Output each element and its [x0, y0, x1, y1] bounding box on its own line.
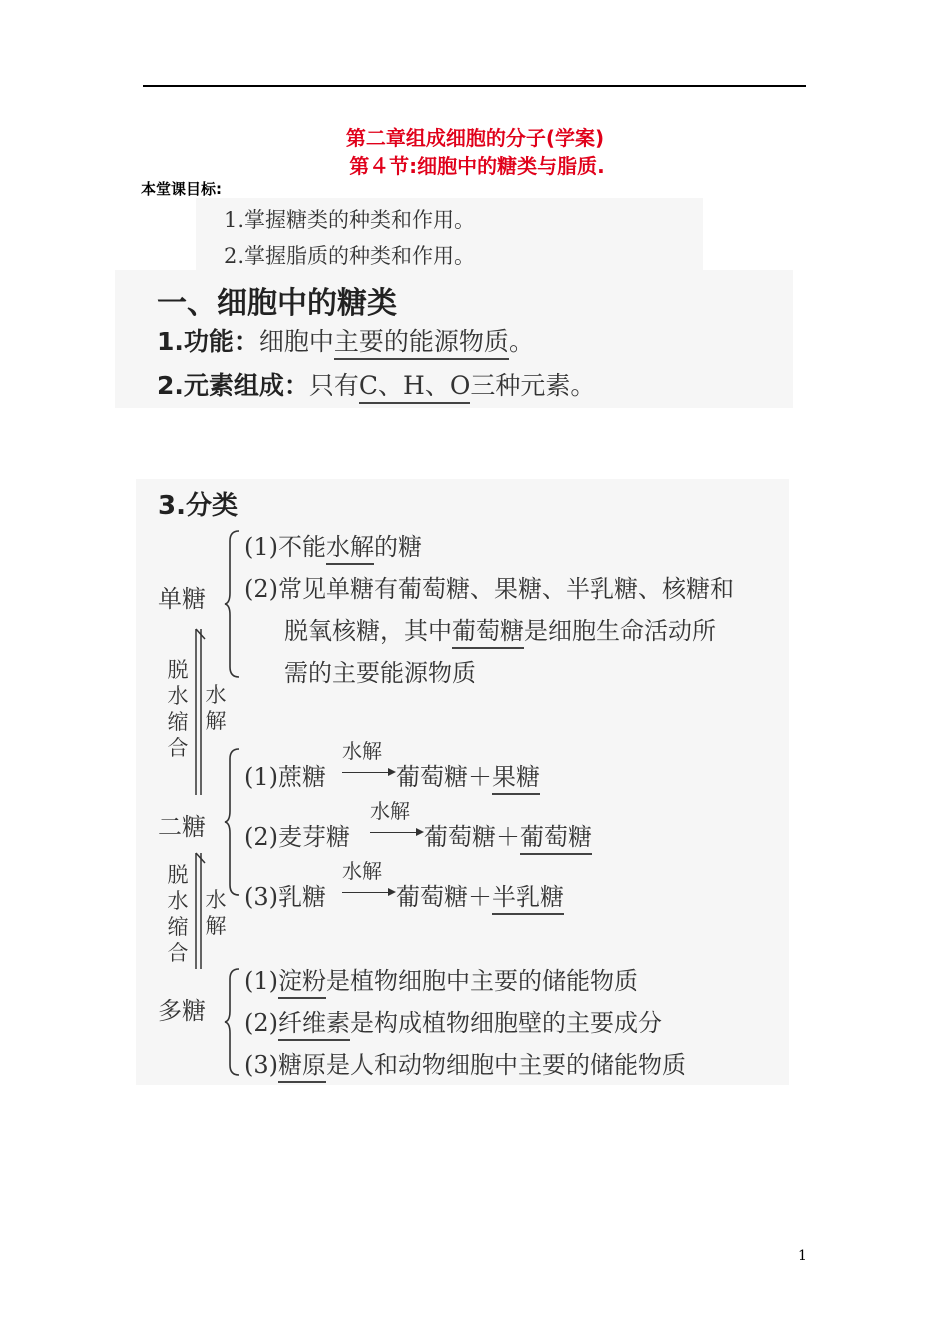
di-line-3: (3)乳糖: [244, 883, 326, 911]
mono-line-2: (2)常见单糖有葡萄糖、果糖、半乳糖、核糖和: [244, 575, 734, 603]
poly-line-2: (2)纤维素是构成植物细胞壁的主要成分: [244, 1003, 662, 1038]
elements-pre: 只有: [308, 371, 359, 400]
reaction-arrow: [342, 772, 390, 773]
function-line: [157, 322, 534, 358]
section-title: 第４节:细胞中的糖类与脂质.: [349, 154, 605, 178]
brace-icon: [224, 967, 242, 1077]
goal-item: 2.掌握脂质的种类和作用。: [224, 244, 476, 268]
elements-answer: C、H、O: [359, 371, 470, 404]
di-product-2: 葡萄糖＋葡萄糖: [424, 817, 592, 852]
reaction-arrow: [370, 832, 418, 833]
mono-line-4: 需的主要能源物质: [284, 659, 476, 687]
disaccharide-label: 二糖: [158, 813, 206, 841]
dehydration-label: 脱 水 缩 合: [167, 658, 189, 760]
hydrolysis-label: 水 解: [205, 683, 227, 733]
di-product-3: 葡萄糖＋半乳糖: [396, 877, 564, 912]
brace-icon: [224, 529, 242, 679]
goals-box: [196, 198, 703, 270]
elements-label: 2.元素组成：: [157, 371, 309, 400]
chapter-title: 第二章组成细胞的分子(学案): [345, 126, 605, 150]
goal-item: 1.掌握糖类的种类和作用。: [224, 208, 476, 232]
reaction-arrow: [342, 892, 390, 893]
function-label: 1.功能：: [157, 327, 259, 356]
dehydration-label: 脱 水 缩 合: [167, 863, 189, 965]
goals-label: 本堂课目标:: [141, 180, 222, 198]
function-pre: 细胞中: [258, 327, 334, 356]
function-answer: 主要的能源物质: [334, 327, 509, 360]
hydrolysis-label: 水 解: [205, 888, 227, 938]
brace-icon: [224, 747, 242, 897]
mono-line-3: 脱氧核糖，其中葡萄糖是细胞生命活动所: [284, 611, 716, 646]
section-heading: 一、细胞中的糖类: [157, 286, 397, 321]
mono-line-1: (1)不能水解的糖: [244, 527, 422, 562]
di-product-1: 葡萄糖＋果糖: [396, 757, 540, 792]
classification-heading: 3.分类: [158, 491, 238, 521]
arrow-label: 水解: [370, 799, 410, 823]
poly-line-3: (3)糖原是人和动物细胞中主要的储能物质: [244, 1045, 686, 1080]
sugar-intro-section: [115, 270, 793, 408]
di-line-1: (1)蔗糖: [244, 763, 326, 791]
poly-line-1: (1)淀粉是植物细胞中主要的储能物质: [244, 961, 638, 996]
polysaccharide-label: 多糖: [158, 997, 206, 1025]
di-line-2: (2)麦芽糖: [244, 823, 350, 851]
arrowhead-icon: [388, 888, 396, 896]
arrow-label: 水解: [342, 739, 382, 763]
arrowhead-icon: [416, 828, 424, 836]
monosaccharide-label: 单糖: [158, 585, 206, 613]
arrowhead-icon: [388, 768, 396, 776]
function-post: 。: [508, 327, 534, 356]
header-rule: [143, 85, 806, 87]
classification-section: [136, 479, 789, 1085]
elements-line: [157, 366, 595, 402]
arrow-label: 水解: [342, 859, 382, 883]
elements-post: 三种元素。: [470, 371, 596, 400]
page-number: 1: [798, 1248, 807, 1264]
